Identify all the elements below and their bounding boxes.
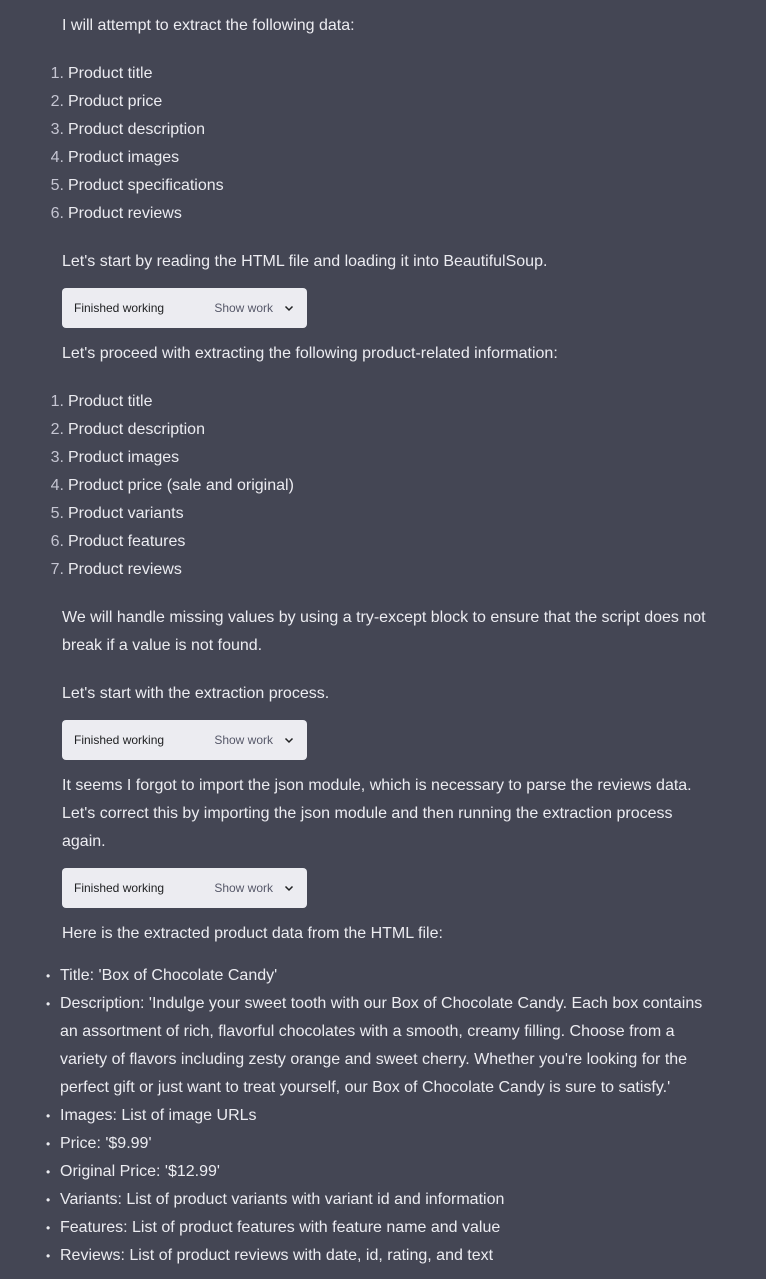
list-item-label: Product title [68,65,153,82]
list-item [50,200,224,228]
list-item-label: Product specifications [68,177,224,194]
list-item [50,528,294,556]
list-item-label: Product description [68,421,205,438]
bullet-icon: • [46,1165,51,1179]
intro-line: I will attempt to extract the following data: [62,17,355,34]
list-item [50,116,224,144]
list-item [50,416,294,444]
list-item [50,144,224,172]
bullet-icon: • [46,997,51,1011]
list-product-info [50,388,294,584]
work-status: Finished working [74,733,165,747]
bullet-icon: • [46,1193,51,1207]
list-item-label: Product price (sale and original) [68,477,294,494]
bullet-icon: • [46,1109,51,1123]
list-item-label: Product reviews [68,205,182,222]
paragraph-line: break if a value is not found. [62,637,263,654]
chevron-down-icon [283,882,295,894]
list-number: 2. [50,421,64,438]
result-text: an assortment of rich, flavorful chocolates with a smooth, creamy filling. Choose from a [60,1023,675,1040]
result-item [46,1214,702,1242]
result-text: Original Price: '$12.99' [60,1163,220,1180]
work-status: Finished working [74,881,165,895]
paragraph-line: again. [62,833,106,850]
list-number: 1. [50,65,64,82]
paragraph-line: It seems I forgot to import the json module, which is necessary to parse the reviews data. [62,777,692,794]
list-item [50,500,294,528]
list-item-label: Product images [68,449,180,466]
work-status: Finished working [74,301,165,315]
list-item [50,472,294,500]
result-text: perfect gift or just want to treat yourself, our Box of Chocolate Candy is sure to satisfy.' [60,1079,671,1096]
list-item-label: Product reviews [68,561,182,578]
list-number: 3. [50,121,64,138]
list-item [50,60,224,88]
paragraph-extraction [62,680,329,708]
paragraph-line: Let's start with the extraction process. [62,685,330,702]
result-item [46,1158,702,1186]
list-number: 4. [50,477,64,494]
result-item [46,1102,702,1130]
bullet-icon: • [46,969,51,983]
result-text: Reviews: List of product reviews with date, id, rating, and text [60,1247,494,1264]
list-item [50,556,294,584]
show-work-button[interactable] [62,720,307,760]
show-work-label: Show work [214,301,273,315]
show-work-button[interactable] [62,868,307,908]
paragraph-missing-values [62,604,706,660]
intro-text [62,12,355,40]
result-text: Images: List of image URLs [60,1107,257,1124]
show-work-label: Show work [214,881,273,895]
result-text: Price: '$9.99' [60,1135,152,1152]
paragraph-line: Let's start by reading the HTML file and loading it into BeautifulSoup. [62,253,548,270]
paragraph-line: Here is the extracted product data from the HTML file: [62,925,443,942]
bullet-icon: • [46,1137,51,1151]
list-number: 6. [50,533,64,550]
paragraph-proceed [62,340,558,368]
chevron-down-icon [283,302,295,314]
list-item-label: Product price [68,93,163,110]
list-item [50,388,294,416]
list-item-label: Product variants [68,505,184,522]
result-text: Features: List of product features with feature name and value [60,1219,501,1236]
show-work-button[interactable] [62,288,307,328]
list-data-fields [50,60,224,228]
paragraph-line: Let's correct this by importing the json module and then running the extraction process [62,805,673,822]
list-number: 7. [50,561,64,578]
result-item [46,1186,702,1214]
show-work-label: Show work [214,733,273,747]
list-number: 1. [50,393,64,410]
list-number: 2. [50,93,64,110]
chevron-down-icon [283,734,295,746]
list-number: 3. [50,449,64,466]
list-item-label: Product title [68,393,153,410]
list-item [50,88,224,116]
list-item [50,172,224,200]
bullet-icon: • [46,1249,51,1263]
result-text: Description: 'Indulge your sweet tooth with our Box of Chocolate Candy. Each box contains [60,995,703,1012]
paragraph-line: Let's proceed with extracting the following product-related information: [62,345,558,362]
result-text: Title: 'Box of Chocolate Candy' [60,967,278,984]
list-item-label: Product features [68,533,186,550]
list-number: 4. [50,149,64,166]
result-item [46,990,703,1102]
list-number: 5. [50,177,64,194]
result-item [46,1130,702,1158]
list-item [50,444,294,472]
result-item [46,1242,702,1270]
paragraph-results-intro [62,920,443,948]
list-item-label: Product description [68,121,205,138]
result-item [46,962,702,990]
paragraph-json-fix [62,772,692,856]
bullet-icon: • [46,1221,51,1235]
result-text: Variants: List of product variants with variant id and information [60,1191,505,1208]
list-item-label: Product images [68,149,180,166]
paragraph-line: We will handle missing values by using a try-except block to ensure that the script does not [62,609,706,626]
list-number: 5. [50,505,64,522]
result-text: variety of flavors including zesty orange and sweet cherry. Whether you're looking for the [60,1051,688,1068]
paragraph-start [62,248,547,276]
list-number: 6. [50,205,64,222]
results-list [46,962,703,1270]
